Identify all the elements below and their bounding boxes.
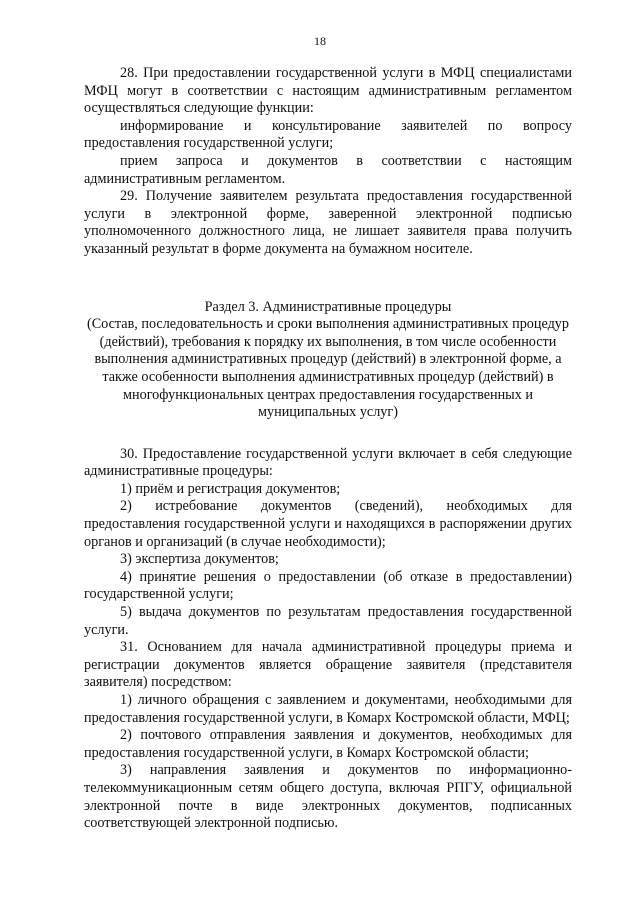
list-item-3: 3) экспертиза документов; [120,551,279,568]
section-heading [84,299,572,422]
paragraph-function-informing: информирование и консультирование заявителей по вопросу предоставления государственной услуги; [84,117,572,152]
list-item-2: 2) истребование документов (сведений), необходимых для предоставления государственной услуги и находящихся в распоряжении других органов и организаций (в случае необходимости); [84,498,572,550]
list-item-5: 5) выдача документов по результатам предоставления государственной услуги. [84,604,572,638]
method-item-2: 2) почтового отправления заявления и документов, необходимых для предоставления государственной услуги, в Комарх Костромской области; [84,727,572,761]
section-subtitle: (Состав, последовательность и сроки выполнения административных процедур (действий), требования к порядку их выполнения, в том числе особенности выполнения административных процедур (действий) в электронной форме, а также особенности выполнения административных процедур (действий) в многофункциональных центрах предоставления государственных и муниципальных услуг) [86,316,569,421]
list-item-1: 1) приём и регистрация документов; [120,480,341,497]
method-item-1: 1) личного обращения с заявлением и документами, необходимыми для предоставления государственной услуги, в Комарх Костромской области, МФЦ; [84,692,572,726]
section-title: Раздел 3. Административные процедуры [204,298,452,315]
list-item-4: 4) принятие решения о предоставлении (об отказе в предоставлении) государственной услуги; [84,568,572,603]
section-body [84,446,572,833]
page-number: 18 [314,34,326,48]
paragraph-31: 31. Основанием для начала административной процедуры приема и регистрации документов является обращение заявителя (представителя заявителя) посредством: [84,639,572,691]
method-item-3: 3) направления заявления и документов по информационно-телекоммуникационным сетям общего доступа, включая РПГУ, официальной электронной почте в виде электронных документов, подписанных соответствующей электронной подписью. [84,762,572,832]
paragraph-28: 28. При предоставлении государственной услуги в МФЦ специалистами МФЦ могут в соответствии с настоящим административным регламентом осуществляться следующие функции: [84,65,572,117]
paragraph-30: 30. Предоставление государственной услуги включает в себя следующие административные процедуры: [84,445,572,480]
paragraph-function-reception: прием запроса и документов в соответствии с настоящим административным регламентом. [84,152,572,187]
paragraph-29: 29. Получение заявителем результата предоставления государственной услуги в электронной форме, заверенной электронной подписью уполномоченного должностного лица, не лишает заявителя права получить указанный результат в форме документа на бумажном носителе. [84,188,572,257]
